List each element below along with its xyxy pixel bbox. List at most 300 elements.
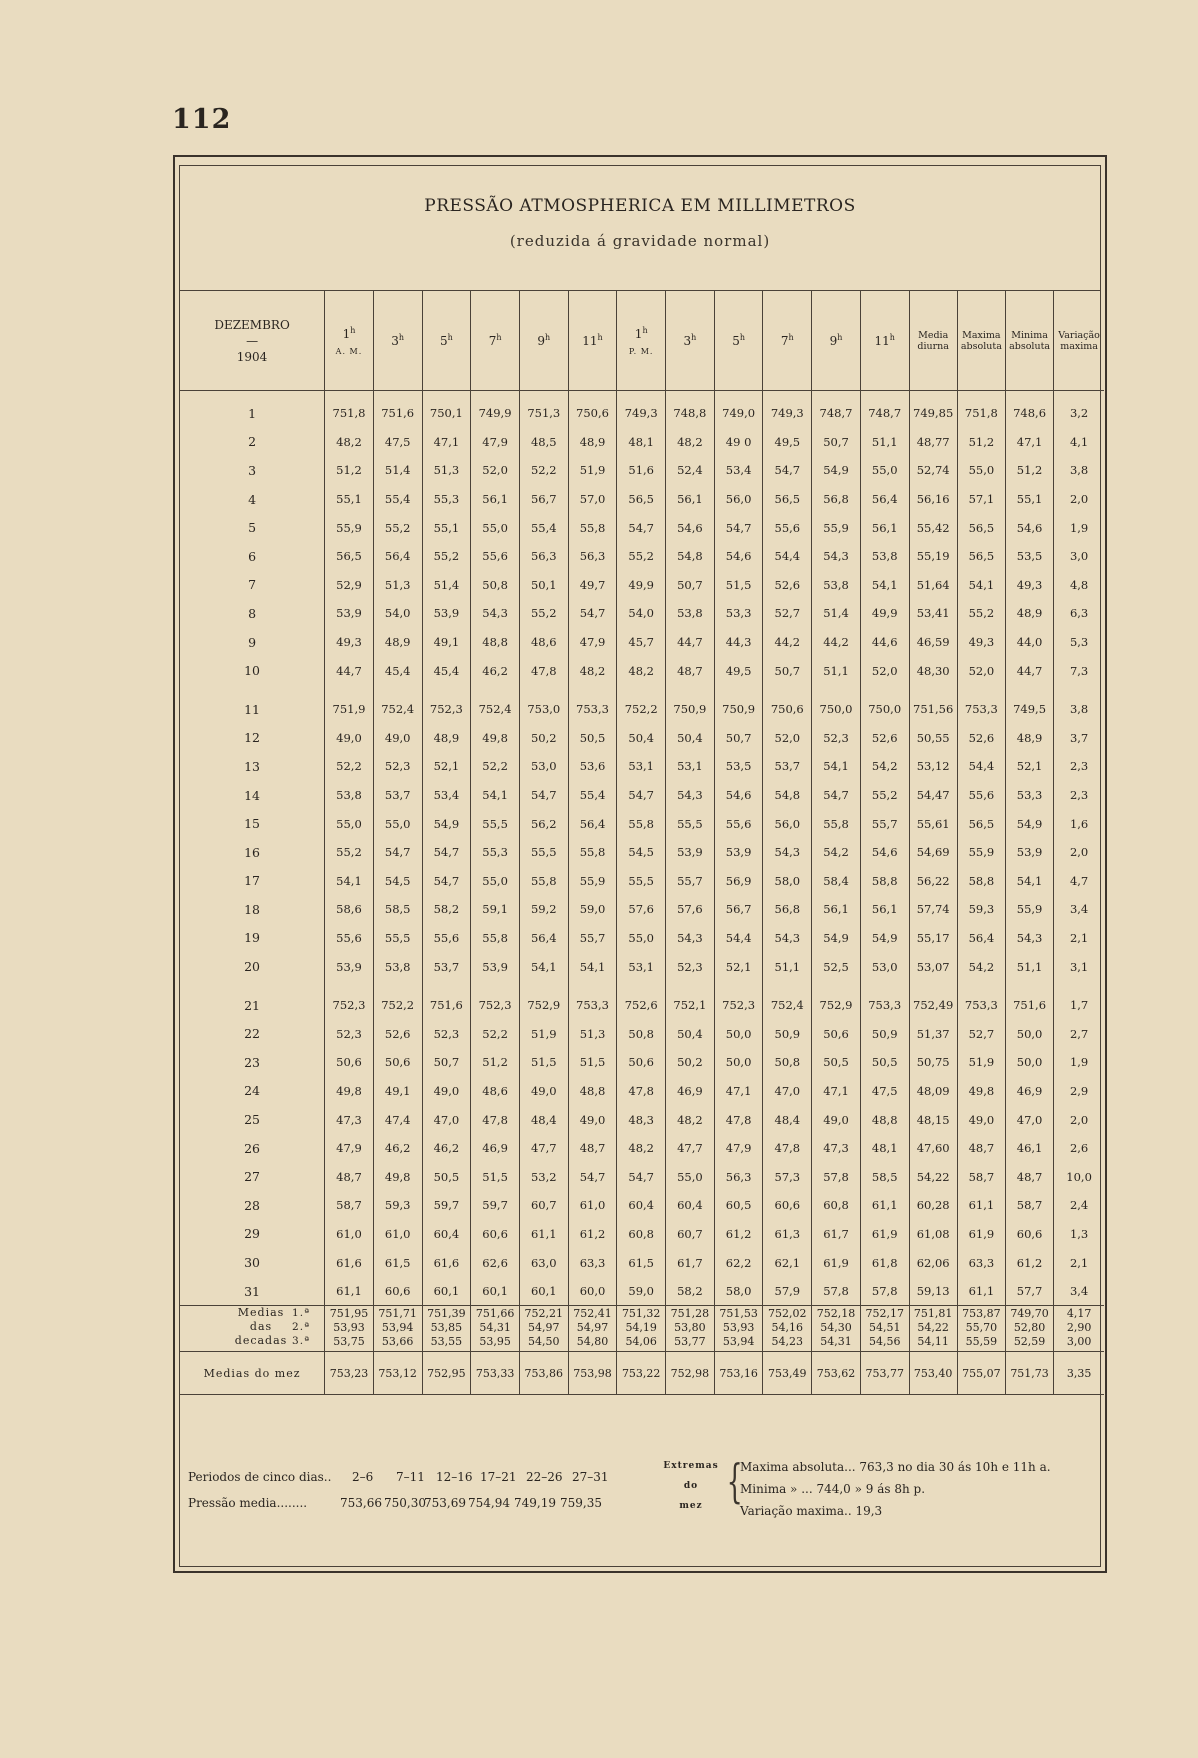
pressure-value: 749,3 (763, 399, 812, 428)
pressure-value: 752,3 (714, 991, 763, 1020)
day-number: 26 (244, 1140, 261, 1156)
day-number: 29 (244, 1226, 261, 1242)
pressure-value: 54,9 (812, 924, 861, 953)
pressure-value: 57,9 (763, 1277, 812, 1306)
spacer-cell (617, 685, 666, 695)
pressure-value: 54,5 (373, 867, 422, 896)
pressure-value: 46,9 (471, 1134, 520, 1163)
pressure-value: 58,4 (812, 867, 861, 896)
pressure-value: 751,8 (957, 399, 1005, 428)
pressure-value: 56,7 (714, 895, 763, 924)
pressure-value: 55,2 (860, 781, 909, 810)
pressure-value: 50,2 (519, 724, 568, 753)
pressure-value: 51,2 (471, 1048, 520, 1077)
pressure-value: 48,7 (1005, 1162, 1053, 1191)
pressure-value: 55,19 (909, 542, 957, 571)
pressure-value: 53,8 (325, 781, 374, 810)
monthly-value: 752,95 (422, 1352, 471, 1395)
pressure-value: 58,7 (1005, 1191, 1053, 1220)
pressure-value: 52,2 (325, 752, 374, 781)
pressure-value: 54,7 (568, 1162, 617, 1191)
table-row (180, 809, 1104, 838)
decadal-value: 53,80 (666, 1320, 715, 1334)
hour-suffix: h (496, 333, 502, 342)
pressure-value: 50,4 (666, 724, 715, 753)
table-row (180, 628, 1104, 657)
pressure-value: 59,7 (422, 1191, 471, 1220)
decadal-value: 751,28 (666, 1306, 715, 1321)
spacer-cell (909, 685, 957, 695)
pressure-value: 54,7 (617, 781, 666, 810)
pressure-value: 51,5 (568, 1048, 617, 1077)
month-name: DEZEMBRO (214, 317, 290, 332)
spacer-cell (1054, 685, 1104, 695)
pressure-value: 6,3 (1054, 599, 1104, 628)
month-header (180, 291, 325, 391)
pressure-value: 52,3 (325, 1019, 374, 1048)
header-line: Media (918, 329, 949, 341)
decadal-value: 54,06 (617, 1334, 666, 1352)
pressure-value: 53,07 (909, 952, 957, 981)
day-number: 11 (244, 701, 261, 717)
pressure-value: 47,9 (325, 1134, 374, 1163)
spacer-cell (666, 981, 715, 991)
pressure-value: 56,8 (812, 485, 861, 514)
pressure-value: 749,5 (1005, 695, 1053, 724)
decadal-value: 54,16 (763, 1320, 812, 1334)
pressure-value: 49,3 (1005, 571, 1053, 600)
spacer-cell (325, 685, 374, 695)
table-title: PRESSÃO ATMOSPHERICA EM MILLIMETROS (424, 196, 856, 216)
pressure-value: 49,8 (957, 1077, 1005, 1106)
pressure-value: 50,55 (909, 724, 957, 753)
pressure-value: 749,85 (909, 399, 957, 428)
pressure-value: 47,8 (617, 1077, 666, 1106)
pressure-value: 47,1 (1005, 428, 1053, 457)
pressure-value: 54,6 (1005, 513, 1053, 542)
table-row (180, 456, 1104, 485)
ampm-label: A. M. (335, 346, 363, 356)
decadal-value: 53,94 (373, 1320, 422, 1334)
pressure-value: 54,2 (957, 952, 1005, 981)
pressure-value: 46,2 (471, 656, 520, 685)
pressure-value: 752,3 (471, 991, 520, 1020)
spacer-cell (1054, 981, 1104, 991)
pressure-value: 54,0 (617, 599, 666, 628)
spacer-cell (1005, 391, 1053, 400)
pressure-value: 55,0 (325, 809, 374, 838)
pressure-value: 55,0 (471, 513, 520, 542)
pressure-value: 53,1 (617, 952, 666, 981)
pressure-value: 55,0 (617, 924, 666, 953)
pressure-value: 59,13 (909, 1277, 957, 1306)
hour-suffix: h (597, 333, 603, 342)
pressure-value: 55,5 (471, 809, 520, 838)
table-row (180, 428, 1104, 457)
pressure-value: 54,8 (763, 781, 812, 810)
pressure-value: 53,1 (666, 752, 715, 781)
period-range: 2–6 (352, 1470, 374, 1484)
hour-number: 5 (439, 334, 448, 348)
day-number: 9 (248, 634, 257, 650)
pressure-value: 58,8 (860, 867, 909, 896)
pressure-value: 55,6 (471, 542, 520, 571)
pressure-value: 61,08 (909, 1220, 957, 1249)
pressure-value: 55,7 (666, 867, 715, 896)
pressure-value: 55,9 (957, 838, 1005, 867)
pressure-value: 48,6 (519, 628, 568, 657)
decadal-value: 55,59 (957, 1334, 1005, 1352)
pressure-value: 50,7 (812, 428, 861, 457)
pressure-value: 55,5 (373, 924, 422, 953)
monthly-value: 753,40 (909, 1352, 957, 1395)
decadal-value: 53,93 (714, 1320, 763, 1334)
pressure-value: 54,69 (909, 838, 957, 867)
pressure-value: 61,1 (957, 1191, 1005, 1220)
pressure-value: 52,3 (812, 724, 861, 753)
pressure-value: 53,9 (666, 838, 715, 867)
pressure-value: 54,3 (666, 924, 715, 953)
pressure-value: 1,9 (1054, 513, 1104, 542)
pressure-value: 54,1 (1005, 867, 1053, 896)
table-row (180, 485, 1104, 514)
day-number: 25 (244, 1112, 261, 1128)
table-row (180, 1019, 1104, 1048)
pressure-value: 1,7 (1054, 991, 1104, 1020)
pressure-value: 48,2 (666, 428, 715, 457)
table-row (180, 1162, 1104, 1191)
pressure-value: 56,1 (812, 895, 861, 924)
pressure-value: 56,4 (519, 924, 568, 953)
pressure-value: 48,09 (909, 1077, 957, 1106)
monthly-value: 753,98 (568, 1352, 617, 1395)
decadal-value: 53,77 (666, 1334, 715, 1352)
pressure-value: 47,0 (763, 1077, 812, 1106)
pressure-value: 54,9 (1005, 809, 1053, 838)
pressure-value: 47,8 (714, 1105, 763, 1134)
extreme-var-line: Variação maxima.. 19,3 (740, 1504, 883, 1518)
pressure-value: 52,2 (471, 752, 520, 781)
pressure-value: 60,28 (909, 1191, 957, 1220)
monthly-value: 753,22 (617, 1352, 666, 1395)
pressure-value: 58,0 (714, 1277, 763, 1306)
pressure-value: 46,9 (666, 1077, 715, 1106)
hour-number: 1 (342, 326, 351, 341)
decadal-value: 53,55 (422, 1334, 471, 1352)
hour-suffix: h (837, 333, 843, 342)
pressure-value: 57,8 (812, 1162, 861, 1191)
pressure-value: 3,1 (1054, 952, 1104, 981)
pressure-value: 44,7 (1005, 656, 1053, 685)
variacao-maxima-header (1054, 291, 1104, 391)
pressure-value: 61,2 (714, 1220, 763, 1249)
title-block (180, 166, 1100, 291)
period-pressure: 749,19 (514, 1496, 556, 1510)
spacer-row (180, 685, 1104, 695)
spacer-cell (1005, 981, 1053, 991)
pressure-value: 55,8 (471, 924, 520, 953)
pressure-value: 753,3 (568, 991, 617, 1020)
pressure-value: 2,6 (1054, 1134, 1104, 1163)
pressure-value: 55,1 (1005, 485, 1053, 514)
pressure-value: 44,0 (1005, 628, 1053, 657)
pressure-value: 51,1 (763, 952, 812, 981)
pressure-value: 52,2 (471, 1019, 520, 1048)
pressure-value: 48,2 (617, 1134, 666, 1163)
pressure-value: 51,5 (471, 1162, 520, 1191)
pressure-value: 61,3 (763, 1220, 812, 1249)
pressure-value: 54,2 (812, 838, 861, 867)
pressure-value: 50,6 (325, 1048, 374, 1077)
pressure-value: 44,7 (325, 656, 374, 685)
pressure-value: 44,7 (666, 628, 715, 657)
decadal-mean-row (180, 1334, 1104, 1352)
pressure-value: 47,8 (519, 656, 568, 685)
pressure-value: 751,3 (519, 399, 568, 428)
pressure-value: 51,6 (617, 456, 666, 485)
pressure-value: 3,8 (1054, 456, 1104, 485)
pressure-value: 50,6 (373, 1048, 422, 1077)
pressure-value: 61,2 (1005, 1248, 1053, 1277)
pressure-value: 53,7 (763, 752, 812, 781)
pressure-value: 60,1 (519, 1277, 568, 1306)
pressure-value: 53,3 (1005, 781, 1053, 810)
table-row (180, 724, 1104, 753)
pressure-value: 54,6 (714, 542, 763, 571)
hour-number: 3 (391, 334, 399, 348)
hour-header (325, 291, 374, 391)
hour-number: 11 (582, 334, 598, 348)
pressure-value: 47,7 (519, 1134, 568, 1163)
hour-header (373, 291, 422, 391)
pressure-value: 753,3 (860, 991, 909, 1020)
day-number: 24 (244, 1083, 261, 1099)
pressure-value: 48,4 (519, 1105, 568, 1134)
pressure-value: 47,1 (714, 1077, 763, 1106)
pressure-value: 49,1 (373, 1077, 422, 1106)
pressure-value: 55,0 (957, 456, 1005, 485)
hour-suffix: h (691, 333, 697, 342)
pressure-value: 52,1 (422, 752, 471, 781)
pressure-value: 58,5 (373, 895, 422, 924)
monthly-value: 751,73 (1005, 1352, 1053, 1395)
pressure-value: 48,8 (471, 628, 520, 657)
spacer-cell (422, 685, 471, 695)
spacer-cell (957, 391, 1005, 400)
pressure-value: 57,6 (666, 895, 715, 924)
spacer-cell (519, 981, 568, 991)
year: 1904 (236, 349, 268, 364)
pressure-value: 52,7 (763, 599, 812, 628)
monthly-value: 753,62 (812, 1352, 861, 1395)
pressure-value: 58,5 (860, 1162, 909, 1191)
pressure-value: 61,5 (617, 1248, 666, 1277)
pressure-value: 49,8 (325, 1077, 374, 1106)
spacer-cell (180, 981, 325, 991)
hour-header (519, 291, 568, 391)
hour-suffix: h (739, 333, 745, 342)
decadal-value: 54,30 (812, 1320, 861, 1334)
decadal-value: 53,93 (325, 1320, 374, 1334)
pressure-value: 55,6 (422, 924, 471, 953)
pressure-value: 61,0 (373, 1220, 422, 1249)
pressure-value: 47,5 (860, 1077, 909, 1106)
day-number: 31 (244, 1283, 261, 1299)
pressure-value: 50,5 (568, 724, 617, 753)
spacer-cell (180, 391, 325, 400)
table-row (180, 838, 1104, 867)
pressure-value: 60,0 (568, 1277, 617, 1306)
pressure-value: 61,1 (860, 1191, 909, 1220)
pressure-value: 55,2 (519, 599, 568, 628)
day-number: 21 (244, 997, 261, 1013)
pressure-value: 55,0 (860, 456, 909, 485)
pressure-value: 59,3 (957, 895, 1005, 924)
header-line: absoluta (1009, 340, 1051, 352)
decadal-value: 751,81 (909, 1306, 957, 1321)
pressure-value: 753,3 (957, 991, 1005, 1020)
day-number: 2 (248, 434, 257, 450)
pressure-value: 55,5 (617, 867, 666, 896)
spacer-cell (860, 685, 909, 695)
extremes-label-3: mez (679, 1501, 703, 1511)
table-row (180, 924, 1104, 953)
pressure-value: 752,49 (909, 991, 957, 1020)
spacer-cell (180, 685, 325, 695)
pressure-value: 61,7 (812, 1220, 861, 1249)
pressure-value: 56,3 (519, 542, 568, 571)
table-frame (173, 155, 1107, 1573)
pressure-value: 51,37 (909, 1019, 957, 1048)
spacer-cell (714, 685, 763, 695)
pressure-value: 1,3 (1054, 1220, 1104, 1249)
day-number: 8 (248, 605, 257, 621)
spacer-cell (812, 391, 861, 400)
pressure-value: 49,5 (714, 656, 763, 685)
pressure-value: 50,0 (1005, 1048, 1053, 1077)
monthly-value: 752,98 (666, 1352, 715, 1395)
pressure-value: 56,4 (860, 485, 909, 514)
spacer-row (180, 391, 1104, 400)
hour-header (763, 291, 812, 391)
pressure-value: 56,5 (763, 485, 812, 514)
pressure-value: 55,5 (666, 809, 715, 838)
pressure-value: 52,0 (957, 656, 1005, 685)
decadal-value: 751,53 (714, 1306, 763, 1321)
pressure-value: 4,1 (1054, 428, 1104, 457)
pressure-value: 48,6 (471, 1077, 520, 1106)
spacer-cell (568, 981, 617, 991)
pressure-value: 51,1 (860, 428, 909, 457)
pressure-value: 60,5 (714, 1191, 763, 1220)
pressure-value: 50,6 (812, 1019, 861, 1048)
pressure-value: 5,3 (1054, 628, 1104, 657)
table-row (180, 752, 1104, 781)
decadal-value: 2,90 (1054, 1320, 1104, 1334)
pressure-value: 752,2 (373, 991, 422, 1020)
pressure-value: 55,9 (1005, 895, 1053, 924)
pressure-value: 44,6 (860, 628, 909, 657)
pressure-value: 50,8 (763, 1048, 812, 1077)
decadal-mean-row (180, 1306, 1104, 1321)
decadal-value: 752,41 (568, 1306, 617, 1321)
pressure-value: 10,0 (1054, 1162, 1104, 1191)
table-row (180, 1077, 1104, 1106)
pressure-value: 50,7 (666, 571, 715, 600)
pressure-value: 49,0 (325, 724, 374, 753)
pressure-value: 54,1 (519, 952, 568, 981)
spacer-cell (763, 981, 812, 991)
decadal-value: 749,70 (1005, 1306, 1053, 1321)
day-number: 14 (244, 787, 261, 803)
pressure-value: 47,0 (422, 1105, 471, 1134)
pressure-value: 55,2 (325, 838, 374, 867)
pressure-value: 1,9 (1054, 1048, 1104, 1077)
pressure-value: 60,7 (666, 1220, 715, 1249)
spacer-cell (422, 981, 471, 991)
decadal-label-word: Medias (237, 1306, 285, 1320)
pressure-value: 57,3 (763, 1162, 812, 1191)
pressure-value: 61,9 (812, 1248, 861, 1277)
pressure-value: 46,59 (909, 628, 957, 657)
pressure-value: 48,9 (1005, 599, 1053, 628)
pressure-value: 47,0 (1005, 1105, 1053, 1134)
day-number: 13 (244, 758, 261, 774)
pressure-value: 55,8 (568, 513, 617, 542)
pressure-value: 748,7 (812, 399, 861, 428)
spacer-cell (714, 391, 763, 400)
day-number: 18 (244, 901, 261, 917)
hour-header (568, 291, 617, 391)
decadal-ordinal: 2.ª (292, 1321, 311, 1334)
pressure-value: 56,8 (763, 895, 812, 924)
pressure-value: 53,3 (714, 599, 763, 628)
monthly-value: 753,23 (325, 1352, 374, 1395)
pressure-value: 59,7 (471, 1191, 520, 1220)
ampm-label: P. M. (628, 346, 654, 356)
day-number: 15 (244, 816, 261, 832)
decadal-value: 53,66 (373, 1334, 422, 1352)
pressure-value: 53,8 (666, 599, 715, 628)
pressure-value: 61,9 (957, 1220, 1005, 1249)
pressure-value: 53,8 (860, 542, 909, 571)
pressure-value: 47,4 (373, 1105, 422, 1134)
table-row (180, 1220, 1104, 1249)
pressure-value: 60,1 (422, 1277, 471, 1306)
hour-suffix: h (889, 333, 895, 342)
pressure-value: 48,7 (957, 1134, 1005, 1163)
pressure-value: 751,56 (909, 695, 957, 724)
pressure-value: 52,6 (763, 571, 812, 600)
pressure-value: 54,9 (422, 809, 471, 838)
pressure-value: 49,0 (373, 724, 422, 753)
pressure-value: 54,1 (471, 781, 520, 810)
decadal-value: 54,97 (519, 1320, 568, 1334)
pressure-value: 48,2 (568, 656, 617, 685)
pressure-value: 54,6 (714, 781, 763, 810)
pressure-value: 61,5 (373, 1248, 422, 1277)
pressure-value: 752,1 (666, 991, 715, 1020)
pressure-value: 56,0 (714, 485, 763, 514)
hour-header (860, 291, 909, 391)
pressure-value: 55,9 (325, 513, 374, 542)
spacer-cell (568, 685, 617, 695)
spacer-cell (909, 391, 957, 400)
monthly-value: 3,35 (1054, 1352, 1104, 1395)
pressure-value: 63,3 (957, 1248, 1005, 1277)
day-number: 6 (248, 548, 257, 564)
pressure-value: 55,8 (568, 838, 617, 867)
